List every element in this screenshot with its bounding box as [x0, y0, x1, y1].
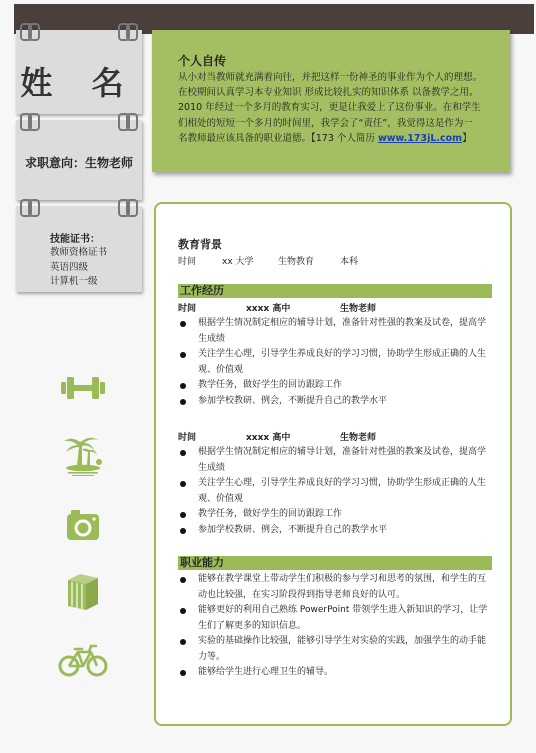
self-intro-last-text: 名教师最应该具备的职业道德。【173 个人简历 — [178, 132, 378, 144]
list-item: 关注学生心理，引导学生养成良好的学习习惯，协助学生形成正确的人生观、价值观 — [178, 347, 494, 378]
self-intro-line: 在校期间认真学习本专业知识 形成比较扎实的知识体系 以备教学之用。 — [178, 87, 479, 99]
binder-ring — [28, 113, 40, 131]
website-link[interactable]: www.173jL.com — [377, 132, 463, 144]
list-item: 教学任务，做好学生的回访跟踪工作 — [178, 507, 494, 523]
candidate-name: 姓 名 — [20, 64, 138, 102]
self-intro-last-end: 】 — [462, 132, 472, 144]
list-item: 根据学生情况制定相应的辅导计划，准备针对性强的教案及试卷，提高学生成绩 — [178, 316, 494, 347]
list-item: 能够在教学课堂上带动学生们积极的参与学习和思考的氛围，和学生的互动也比较强，在实习阶段得到指导老师良好的认可。 — [178, 572, 494, 603]
main-content-panel — [154, 202, 512, 726]
work-title: 工作经历 — [178, 284, 492, 298]
intent-card — [16, 120, 142, 200]
skills-bullets — [178, 572, 494, 681]
work-bullets — [178, 445, 494, 538]
work-time: 时间 — [178, 433, 197, 443]
list-item: 关注学生心理，引导学生养成良好的学习习惯，协助学生形成正确的人生观、价值观 — [178, 476, 494, 507]
work-role: 生物老师 — [340, 433, 377, 443]
work-school: xxxx 高中 — [246, 304, 291, 314]
self-intro-line — [178, 131, 504, 146]
dumbbell-icon — [58, 368, 108, 408]
certificates-card — [16, 206, 142, 292]
name-card — [16, 30, 142, 114]
self-intro-line: 2010 年经过一个多月的教育实习，更是让我爱上了这份事业。在和学生 — [178, 102, 481, 114]
work-school: xxxx 高中 — [246, 433, 291, 443]
list-item: 能够给学生进行心理卫生的辅导。 — [178, 665, 494, 681]
skills-title: 职业能力 — [178, 556, 492, 570]
education-time: 时间 — [178, 257, 197, 267]
books-icon — [58, 568, 108, 612]
list-item: 参加学校教研、例会，不断提升自己的教学水平 — [178, 394, 494, 410]
education-school: xx 大学 — [222, 257, 254, 267]
work-bullets — [178, 316, 494, 409]
certificate-item: 英语四级 — [50, 261, 89, 273]
binder-ring — [126, 23, 138, 41]
certificates-title: 技能证书： — [50, 234, 100, 245]
list-item: 教学任务，做好学生的回访跟踪工作 — [178, 378, 494, 394]
work-time: 时间 — [178, 304, 197, 314]
bicycle-icon — [58, 640, 108, 680]
certificate-item: 计算机一级 — [50, 276, 98, 287]
work-role: 生物老师 — [340, 304, 377, 314]
self-intro-text — [178, 70, 504, 146]
self-intro-line: 们相处的短短一个多月的时间里，我学会了“责任”，我觉得这是作为一 — [178, 117, 473, 129]
self-intro-line: 从小对当教师就充满着向往，并把这样一份神圣的事业作为个人的理想。 — [178, 72, 483, 83]
binder-ring — [28, 23, 40, 41]
education-degree: 本科 — [340, 257, 359, 267]
list-item: 根据学生情况制定相应的辅导计划，准备针对性强的教案及试卷，提高学生成绩 — [178, 445, 494, 476]
binder-ring — [126, 199, 138, 217]
certificate-item: 教师资格证书 — [50, 247, 108, 258]
education-title: 教育背景 — [178, 238, 222, 251]
job-intent: 求职意向：生物老师 — [24, 156, 133, 170]
certificates-list — [50, 246, 107, 290]
binder-ring — [28, 199, 40, 217]
list-item: 参加学校教研、例会，不断提升自己的教学水平 — [178, 523, 494, 539]
self-intro-title: 个人自传 — [178, 54, 227, 68]
binder-ring — [126, 113, 138, 131]
list-item: 实验的基础操作比较强，能够引导学生对实验的实践，加强学生的动手能力等。 — [178, 634, 494, 665]
education-major: 生物教育 — [278, 257, 315, 267]
self-intro-box — [152, 30, 510, 172]
list-item: 能够更好的利用自己熟练 PowerPoint 带领学生进入新知识的学习，让学生们了解更多的知识信息。 — [178, 603, 494, 634]
island-icon — [58, 432, 108, 476]
camera-icon — [58, 506, 108, 546]
